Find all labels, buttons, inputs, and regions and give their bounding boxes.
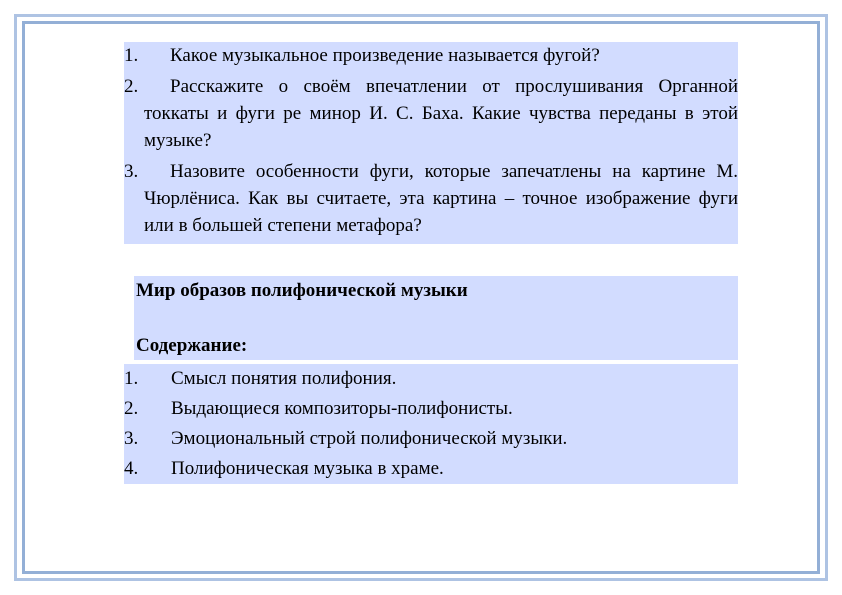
list-item (124, 364, 738, 394)
list-item-number: 3. (124, 428, 139, 449)
list-item-text: Смысл понятия полифония. (171, 368, 397, 389)
list-item (124, 454, 738, 484)
question-item (124, 42, 738, 69)
question-text: Расскажите о своём впечатлении от прослушивания Органной токкаты и фуги ре минор И. С. Баха. Какие чувства переданы в этой музыке? (144, 76, 738, 151)
section-title: Мир образов полифонической музыки (136, 280, 468, 301)
question-number: 3. (124, 161, 139, 182)
section-header (134, 276, 738, 360)
list-item-text: Полифоническая музыка в храме. (171, 458, 444, 479)
list-item-number: 2. (124, 398, 139, 419)
list-item-number: 1. (124, 368, 139, 389)
list-item-text: Выдающиеся композиторы-полифонисты. (171, 398, 513, 419)
list-item-number: 4. (124, 458, 139, 479)
question-item (124, 73, 738, 154)
list-item (124, 394, 738, 424)
question-item (124, 158, 738, 239)
list-item (124, 424, 738, 454)
question-text: Назовите особенности фуги, которые запечатлены на картине М. Чюрлёниса. Как вы считаете, эта картина – точное изображение фуги или в большей степени метафора? (144, 161, 738, 236)
question-text: Какое музыкальное произведение называется фугой? (170, 45, 600, 66)
question-number: 1. (124, 45, 139, 66)
content-label: Содержание: (136, 335, 248, 356)
contents-list (124, 364, 738, 484)
question-number: 2. (124, 76, 139, 97)
questions-list (124, 42, 738, 244)
list-item-text: Эмоциональный строй полифонической музыки. (171, 428, 568, 449)
